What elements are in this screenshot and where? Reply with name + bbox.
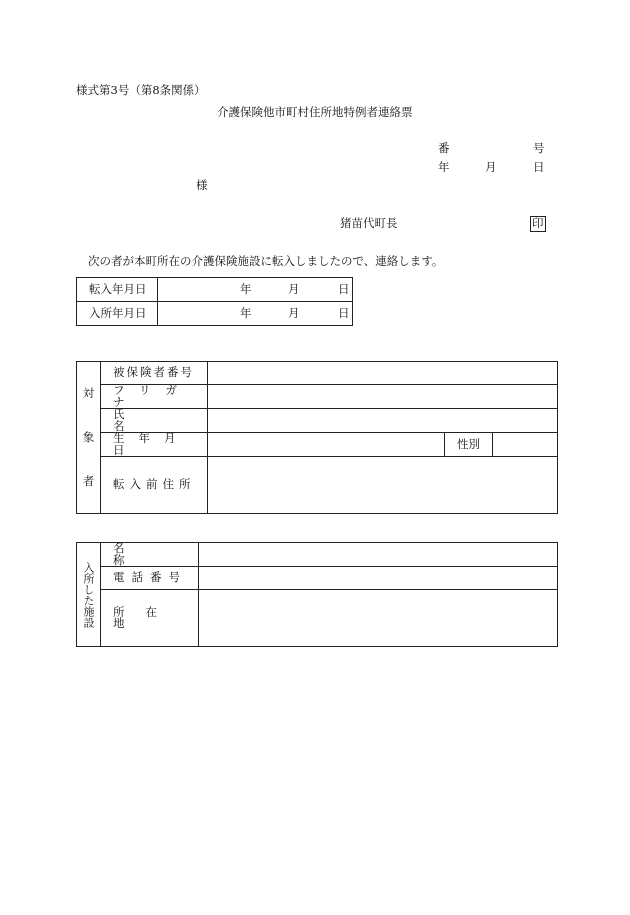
gender-label: 性別 [445,433,493,457]
table-row [77,278,353,302]
previous-address-label: 転入前住所 [101,457,208,514]
table-row [77,457,558,514]
dates-table [76,277,353,326]
transfer-date-field[interactable] [158,278,353,302]
subject-side-char: 象 [82,429,95,444]
header-hi: 日 [533,160,545,174]
facility-address-label: 所在地 [101,590,199,647]
name-label: 氏名 [101,409,208,433]
table-row [77,409,558,433]
furigana-label: フリガナ [101,385,208,409]
facility-name-label: 名称 [101,543,199,567]
addressee-suffix: 様 [196,178,208,192]
admission-date-field[interactable] [158,302,353,326]
admission-date-nen: 年 [240,306,252,320]
facility-name-field[interactable] [199,543,558,567]
transfer-date-nen: 年 [240,282,252,296]
seal-text: 印 [532,216,544,230]
form-number: 様式第3号（第8条関係） [76,83,206,97]
table-row [77,362,558,385]
header-tsuki: 月 [485,160,497,174]
subject-table [76,361,558,514]
facility-table [76,542,558,647]
facility-phone-label: 電話番号 [101,567,199,590]
subject-side-char: 対 [82,385,95,400]
subject-side-label [77,362,101,514]
header-ban: 番 [438,141,450,155]
previous-address-field[interactable] [208,457,558,514]
facility-side-label: 入所した施設 [77,543,101,647]
notice-text: 次の者が本町所在の介護保険施設に転入しましたので、連絡します。 [88,254,444,268]
table-row [77,567,558,590]
transfer-date-label: 転入年月日 [77,278,158,302]
facility-address-field[interactable] [199,590,558,647]
document-title: 介護保険他市町村住所地特例者連絡票 [217,105,413,119]
admission-date-hi: 日 [338,306,350,320]
header-nen: 年 [438,160,450,174]
issuer: 猪苗代町長 [340,216,398,230]
table-row [77,302,353,326]
insured-number-label: 被保険者番号 [101,362,208,385]
birthdate-label: 生年月日 [101,433,208,457]
table-row [77,543,558,567]
header-gou: 号 [533,141,545,155]
table-row [77,590,558,647]
seal-mark [530,216,546,232]
facility-phone-field[interactable] [199,567,558,590]
name-field[interactable] [208,409,558,433]
gender-field[interactable] [493,433,558,457]
birthdate-field[interactable] [208,433,445,457]
transfer-date-tsuki: 月 [288,282,300,296]
subject-side-char: 者 [82,474,95,488]
table-row [77,433,558,457]
insured-number-field[interactable] [208,362,558,385]
admission-date-label: 入所年月日 [77,302,158,326]
furigana-field[interactable] [208,385,558,409]
table-row [77,385,558,409]
transfer-date-hi: 日 [338,282,350,296]
admission-date-tsuki: 月 [288,306,300,320]
